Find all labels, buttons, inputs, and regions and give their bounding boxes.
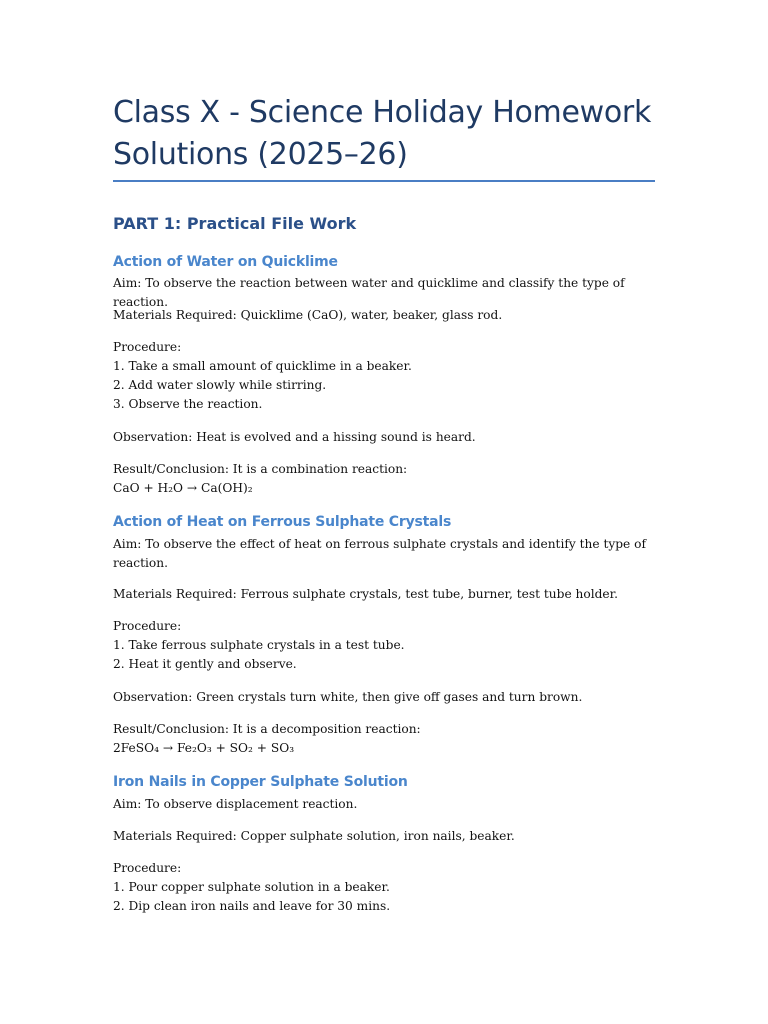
procedure-step: 2. Dip clean iron nails and leave for 30 mins. [113,899,391,913]
materials-quicklime: Materials Required: Quicklime (CaO), water, beaker, glass rod. [113,308,503,322]
observation-quicklime: Observation: Heat is evolved and a hissing sound is heard. [113,430,476,444]
document-title [113,92,673,176]
aim-iron-nails: Aim: To observe displacement reaction. [113,797,358,811]
part-heading: PART 1: Practical File Work [113,214,357,233]
chemical-equation: 2FeSO₄ → Fe₂O₃ + SO₂ + SO₃ [113,741,295,755]
procedure-step: 1. Take a small amount of quicklime in a beaker. [113,359,412,373]
materials-iron-nails: Materials Required: Copper sulphate solution, iron nails, beaker. [113,829,515,843]
procedure-step: 2. Heat it gently and observe. [113,657,297,671]
aim-ferrous-sulphate [113,535,658,573]
aim-line: reaction. [113,556,168,570]
materials-ferrous-sulphate: Materials Required: Ferrous sulphate crystals, test tube, burner, test tube holder. [113,587,619,601]
section-heading-quicklime: Action of Water on Quicklime [113,254,338,270]
aim-quicklime: Aim: To observe the reaction between water and quicklime and classify the type of reaction. [113,276,625,309]
observation-ferrous-sulphate: Observation: Green crystals turn white, then give off gases and turn brown. [113,690,583,704]
title-underline [113,180,655,182]
procedure-quicklime [113,338,658,414]
procedure-label: Procedure: [113,340,182,354]
procedure-step: 1. Take ferrous sulphate crystals in a test tube. [113,638,405,652]
document-title-line-2: Solutions (2025–26) [113,137,408,172]
section-heading-ferrous-sulphate: Action of Heat on Ferrous Sulphate Crystals [113,514,452,530]
procedure-step: 1. Pour copper sulphate solution in a beaker. [113,880,390,894]
procedure-label: Procedure: [113,861,182,875]
result-quicklime [113,460,658,498]
aim-line: Aim: To observe the effect of heat on ferrous sulphate crystals and identify the type of [113,537,646,551]
procedure-step: 3. Observe the reaction. [113,397,263,411]
result-ferrous-sulphate [113,720,658,758]
section-heading-iron-nails: Iron Nails in Copper Sulphate Solution [113,774,408,790]
procedure-label: Procedure: [113,619,182,633]
document-title-line-1: Class X - Science Holiday Homework [113,95,652,130]
result-text: Result/Conclusion: It is a decomposition reaction: [113,722,421,736]
procedure-ferrous-sulphate [113,617,658,674]
result-text: Result/Conclusion: It is a combination reaction: [113,462,408,476]
chemical-equation: CaO + H₂O → Ca(OH)₂ [113,481,253,495]
procedure-step: 2. Add water slowly while stirring. [113,378,327,392]
procedure-iron-nails [113,859,658,916]
